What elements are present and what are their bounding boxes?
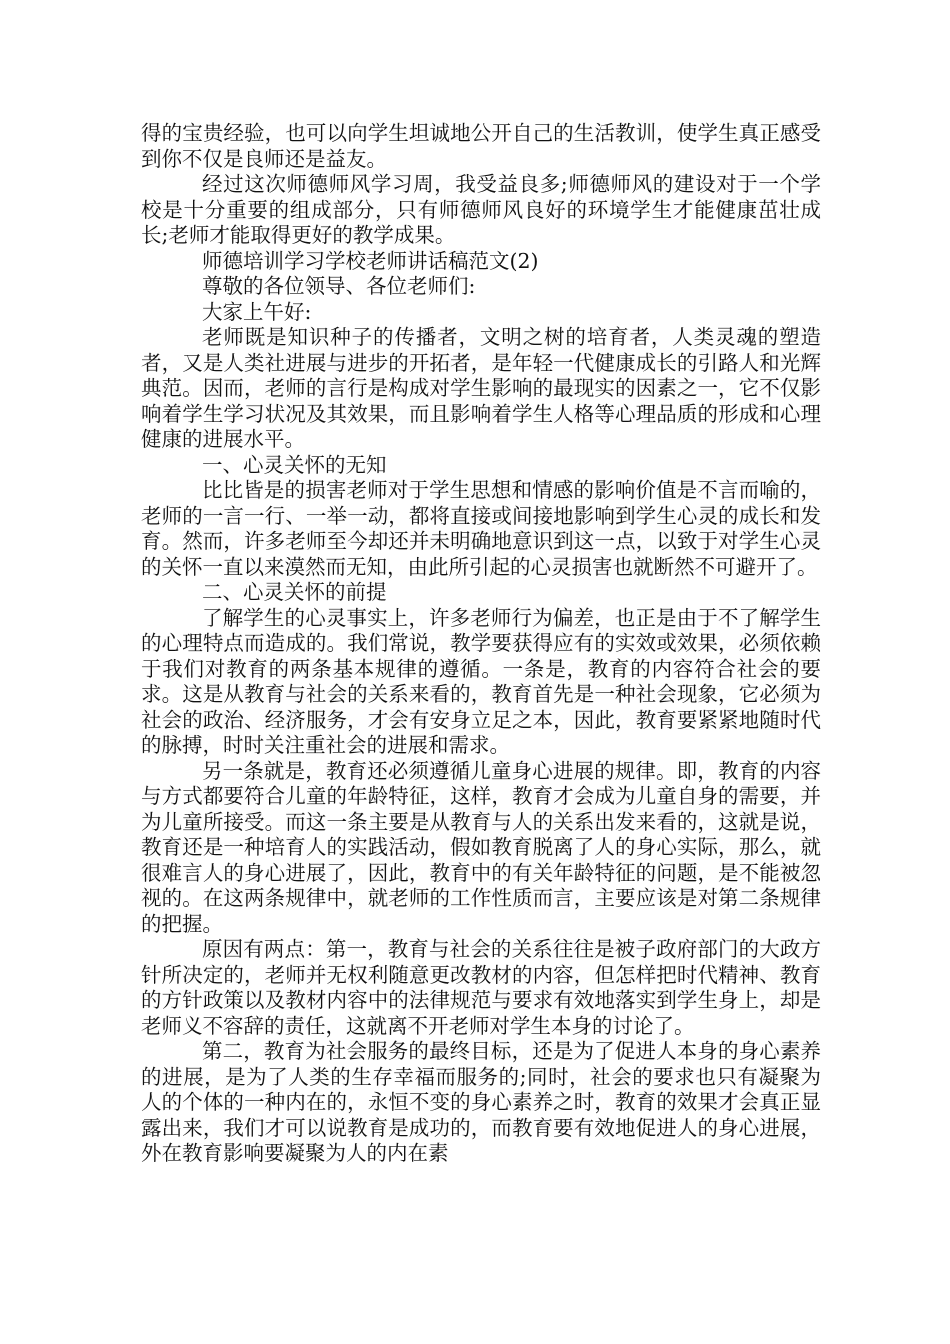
paragraph-second: 第二，教育为社会服务的最终目标，还是为了促进人本身的身心素养的进展，是为了人类的生存幸福而服务的;同时，社会的要求也只有凝聚为人的个体的一种内在的，永恒不变的身心素养之时，教育的效果才会真正显露出来，我们才可以说教育是成功的，而教育要有效地促进人的身心进展，外在教育影响要凝聚为人的内在素: [141, 1039, 821, 1165]
heading-one: 一、心灵关怀的无知: [202, 452, 387, 477]
paragraph-heading-one: 比比皆是的损害老师对于学生思想和情感的影响价值是不言而喻的，老师的一言一行、一举一动，都将直接或间接地影响到学生心灵的成长和发育。然而，许多老师至今却还并未明确地意识到这一点，以致于对学生心灵的关怀一直以来漠然而无知，由此所引起的心灵损害也就断然不可避开了。: [141, 478, 821, 579]
heading-two: 二、心灵关怀的前提: [202, 580, 387, 604]
paragraph-heading-two: 了解学生的心灵事实上，许多老师行为偏差，也正是由于不了解学生的心理特点而造成的。我们常说，教学要获得应有的实效或效果，必须依赖于我们对教育的两条基本规律的遵循。一条是，教育的内容符合社会的要求。这是从教育与社会的关系来看的，教育首先是一种社会现象，它必须为社会的政治、经济服务，才会有安身立足之本，因此，教育要紧紧地随时代的脉搏，时时关注重社会的进展和需求。: [141, 605, 821, 757]
document-body: [141, 121, 821, 1167]
section-title: 师德培训学习学校老师讲话稿范文(2): [202, 248, 539, 273]
paragraph-intro: 老师既是知识种子的传播者，文明之树的培育者，人类灵魂的塑造者，又是人类社进展与进步的开拓者，是年轻一代健康成长的引路人和光辉典范。因而，老师的言行是构成对学生影响的最现实的因素之一，它不仅影响着学生学习状况及其效果，而且影响着学生人格等心理品质的形成和心理健康的进展水平。: [141, 325, 821, 451]
paragraph-1: 得的宝贵经验，也可以向学生坦诚地公开自己的生活教训，使学生真正感受到你不仅是良师还是益友。: [141, 121, 821, 171]
salutation: 尊敬的各位领导、各位老师们:: [202, 274, 476, 298]
paragraph-reasons: 原因有两点：第一，教育与社会的关系往往是被子政府部门的大政方针所决定的，老师并无权利随意更改教材的内容，但怎样把时代精神、教育的方针政策以及教材内容中的法律规范与要求有效地落实到学生身上，却是老师义不容辞的责任，这就离不开老师对学生本身的讨论了。: [141, 937, 821, 1038]
paragraph-rule-two: 另一条就是，教育还必须遵循儿童身心进展的规律。即，教育的内容与方式都要符合儿童的年龄特征，这样，教育才会成为儿童自身的需要，并为儿童所接受。而这一条主要是从教育与人的关系出发来看的，这就是说，教育还是一种培育人的实践活动，假如教育脱离了人的身心实际，那么，就很难言人的身心进展了，因此，教育中的有关年龄特征的问题，是不能被忽视的。在这两条规律中，就老师的工作性质而言，主要应该是对第二条规律的把握。: [141, 758, 821, 936]
greeting: 大家上午好:: [202, 299, 312, 324]
paragraph-2: 经过这次师德师风学习周，我受益良多;师德师风的建设对于一个学校是十分重要的组成部分，只有师德师风良好的环境学生才能健康茁壮成长;老师才能取得更好的教学成果。: [141, 172, 821, 247]
